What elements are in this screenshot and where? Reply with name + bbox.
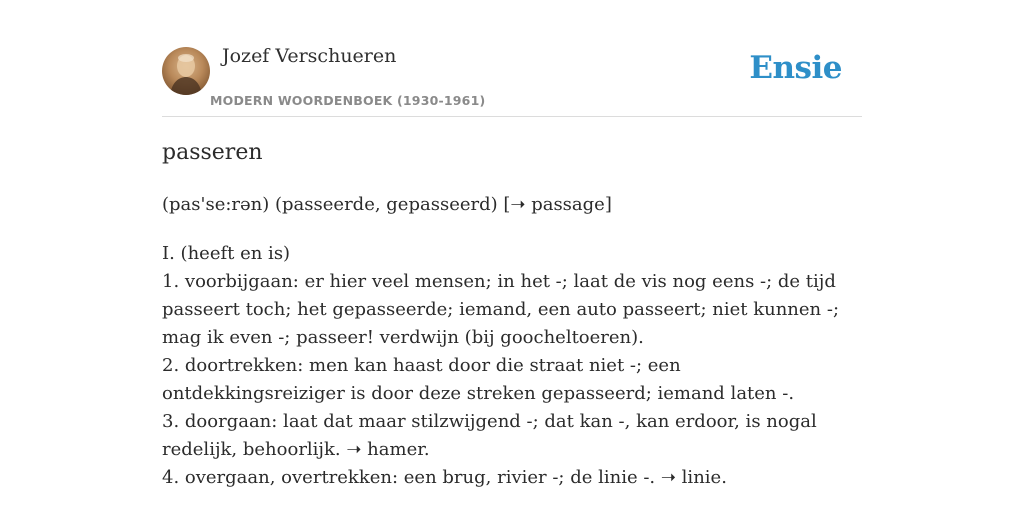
entry-header [162,0,862,117]
ensie-logo[interactable]: Ensie [749,50,842,86]
author-avatar[interactable] [162,47,210,95]
definition-line: I. (heeft en is) [162,243,291,264]
source-label: MODERN WOORDENBOEK (1930-1961) [210,93,486,108]
entry-card [162,0,862,488]
entry-pronunciation: (pas'se:rən) (passeerde, gepasseerd) [➝ passage] [162,194,612,215]
entry-title: passeren [162,140,263,165]
author-name[interactable]: Jozef Verschueren [222,45,397,67]
author-portrait-icon [162,47,210,95]
entry-definition [162,240,862,492]
definition-line: 1. voorbijgaan: er hier veel mensen; in het -; laat de vis nog eens -; de tijd passeert toch; het gepasseerde; iemand, een auto passeert; niet kunnen -; mag ik even -; passeer! verdwijn (bij goocheltoeren). [162,271,840,348]
definition-line: 4. overgaan, overtrekken: een brug, rivier -; de linie -. ➝ linie. [162,467,727,488]
definition-line: 2. doortrekken: men kan haast door die straat niet -; een ontdekkingsreiziger is door deze streken gepasseerd; iemand laten -. [162,355,795,404]
definition-line: 3. doorgaan: laat dat maar stilzwijgend -; dat kan -, kan erdoor, is nogal redelijk, behoorlijk. ➝ hamer. [162,411,817,460]
